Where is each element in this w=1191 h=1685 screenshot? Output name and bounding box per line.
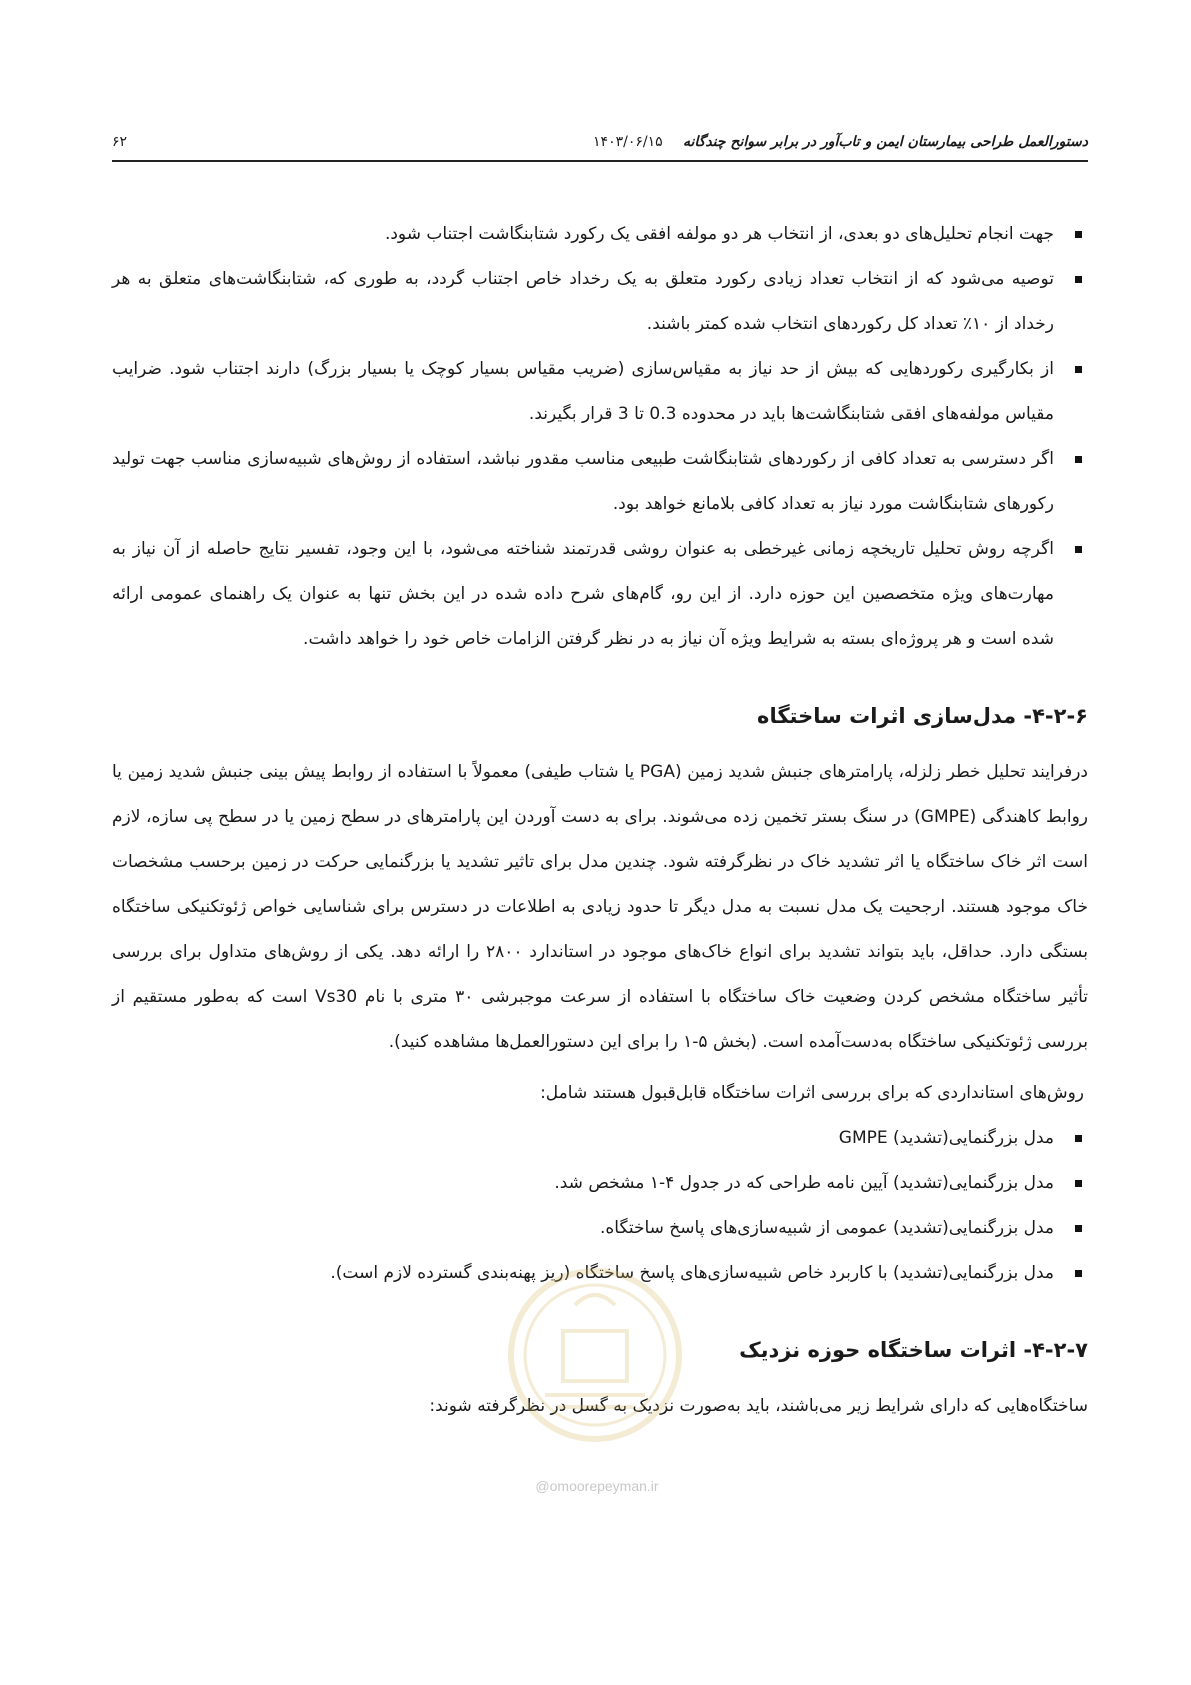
list-item: اگر دسترسی به تعداد کافی از رکوردهای شتابنگاشت طبیعی مناسب مقدور نباشد، استفاده از روش‌های شبیه‌سازی مناسب جهت تولید رکورهای شتابنگاشت مورد نیاز به تعداد کافی بلامانع خواهد بود.	[112, 437, 1088, 527]
section-paragraph: ساختگاه‌هایی که دارای شرایط زیر می‌باشند، باید به‌صورت نزدیک به گسل در نظرگرفته شوند:	[429, 1396, 1088, 1416]
list-item: جهت انجام تحلیل‌های دو بعدی، از انتخاب هر دو مولفه افقی یک رکورد شتابنگاشت اجتناب شود.	[112, 212, 1088, 257]
bullet-icon	[1075, 231, 1082, 238]
section-heading-near-field: ۴-۲-۷- اثرات ساختگاه حوزه نزدیک	[739, 1338, 1088, 1362]
list-item: مدل بزرگنمایی(تشدید) آیین نامه طراحی که در جدول ۴-۱ مشخص شد.	[112, 1161, 1088, 1206]
list-item: اگرچه روش تحلیل تاریخچه زمانی غیرخطی به عنوان روشی قدرتمند شناخته می‌شود، با این وجود، تفسیر نتایج حاصله از آن نیاز به مهارت‌های ویژه متخصصین این حوزه دارد. از این رو، گام‌های شرح داده شده در این بخش تنها به عنوان یک راهنمای عمومی ارائه شده است و هر پروژه‌ای بسته به شرایط ویژه آن نیاز به در نظر گرفتن الزامات خاص خود را خواهد داشت.	[112, 527, 1088, 662]
list-item: توصیه می‌شود که از انتخاب تعداد زیادی رکورد متعلق به یک رخداد خاص اجتناب گردد، به طوری که، شتابنگاشت‌های متعلق به هر رخداد از ۱۰٪ تعداد کل رکوردهای انتخاب شده کمتر باشند.	[112, 257, 1088, 347]
running-header	[112, 130, 1088, 162]
section-paragraph: درفرایند تحلیل خطر زلزله، پارامترهای جنبش شدید زمین (PGA یا شتاب طیفی) معمولاً با استفاده از روابط پیش بینی جنبش شدید زمین یا روابط کاهندگی (GMPE) در سنگ بستر تخمین زده می‌شوند. برای به دست آوردن این پارامترهای در سطح زمین یا در سطح پی سازه، لازم است اثر خاک ساختگاه یا اثر تشدید خاک در نظرگرفته شود. چندین مدل برای تاثیر تشدید یا بزرگنمایی حرکت در زمین برحسب مشخصات خاک موجود هستند. ارجحیت یک مدل نسبت به مدل دیگر تا حدود زیادی به اطلاعات در دسترس برای شناسایی خواص ژئوتکنیکی ساختگاه بستگی دارد. حداقل، باید بتواند تشدید برای انواع خاک‌های موجود در استاندارد ۲۸۰۰ را ارائه دهد. یکی از روش‌های متداول برای بررسی تأثیر ساختگاه مشخص کردن وضعیت خاک ساختگاه با استفاده از سرعت موجبرشی ۳۰ متری با نام Vs30 است که به‌طور مستقیم از بررسی ژئوتکنیکی ساختگاه به‌دست‌آمده است. (بخش ۵-۱ را برای این دستورالعمل‌ها مشاهده کنید).	[112, 762, 1088, 1052]
bullet-list-top	[112, 212, 1088, 662]
list-item: مدل بزرگنمایی(تشدید) عمومی از شبیه‌سازی‌های پاسخ ساختگاه.	[112, 1206, 1088, 1251]
bullet-icon	[1075, 1180, 1082, 1187]
bullet-icon	[1075, 366, 1082, 373]
bullet-icon	[1075, 1135, 1082, 1142]
bullet-icon	[1075, 546, 1082, 553]
main-content	[112, 212, 1088, 1429]
list-item: مدل بزرگنمایی(تشدید) با کاربرد خاص شبیه‌سازی‌های پاسخ ساختگاه (ریز پهنه‌بندی گسترده لازم است).	[112, 1251, 1088, 1296]
bullet-icon	[1075, 456, 1082, 463]
bullet-icon	[1075, 1225, 1082, 1232]
watermark-text: @omoorepeyman.ir	[535, 1478, 659, 1494]
page-number: ۶۲	[112, 134, 128, 150]
list-item: مدل بزرگنمایی(تشدید) GMPE	[112, 1116, 1088, 1161]
section-heading-site-effects: ۴-۲-۶- مدل‌سازی اثرات ساختگاه	[757, 704, 1088, 728]
bullet-icon	[1075, 1270, 1082, 1277]
bullet-icon	[1075, 276, 1082, 283]
watermark-seal-icon	[505, 1265, 685, 1445]
list-item: از بکارگیری رکوردهایی که بیش از حد نیاز به مقیاس‌سازی (ضریب مقیاس بسیار کوچک یا بسیار بزرگ) دارند اجتناب شود. ضرایب مقیاس مولفه‌های افقی شتابنگاشت‌ها باید در محدوده 0.3 تا 3 قرار بگیرند.	[112, 347, 1088, 437]
header-document-title: دستورالعمل طراحی بیمارستان ایمن و تاب‌آور در برابر سوانح چندگانه	[682, 134, 1088, 150]
methods-intro: روش‌های استانداردی که برای بررسی اثرات ساختگاه قابل‌قبول هستند شامل:	[540, 1083, 1084, 1103]
header-date: ۱۴۰۳/۰۶/۱۵	[593, 134, 663, 150]
